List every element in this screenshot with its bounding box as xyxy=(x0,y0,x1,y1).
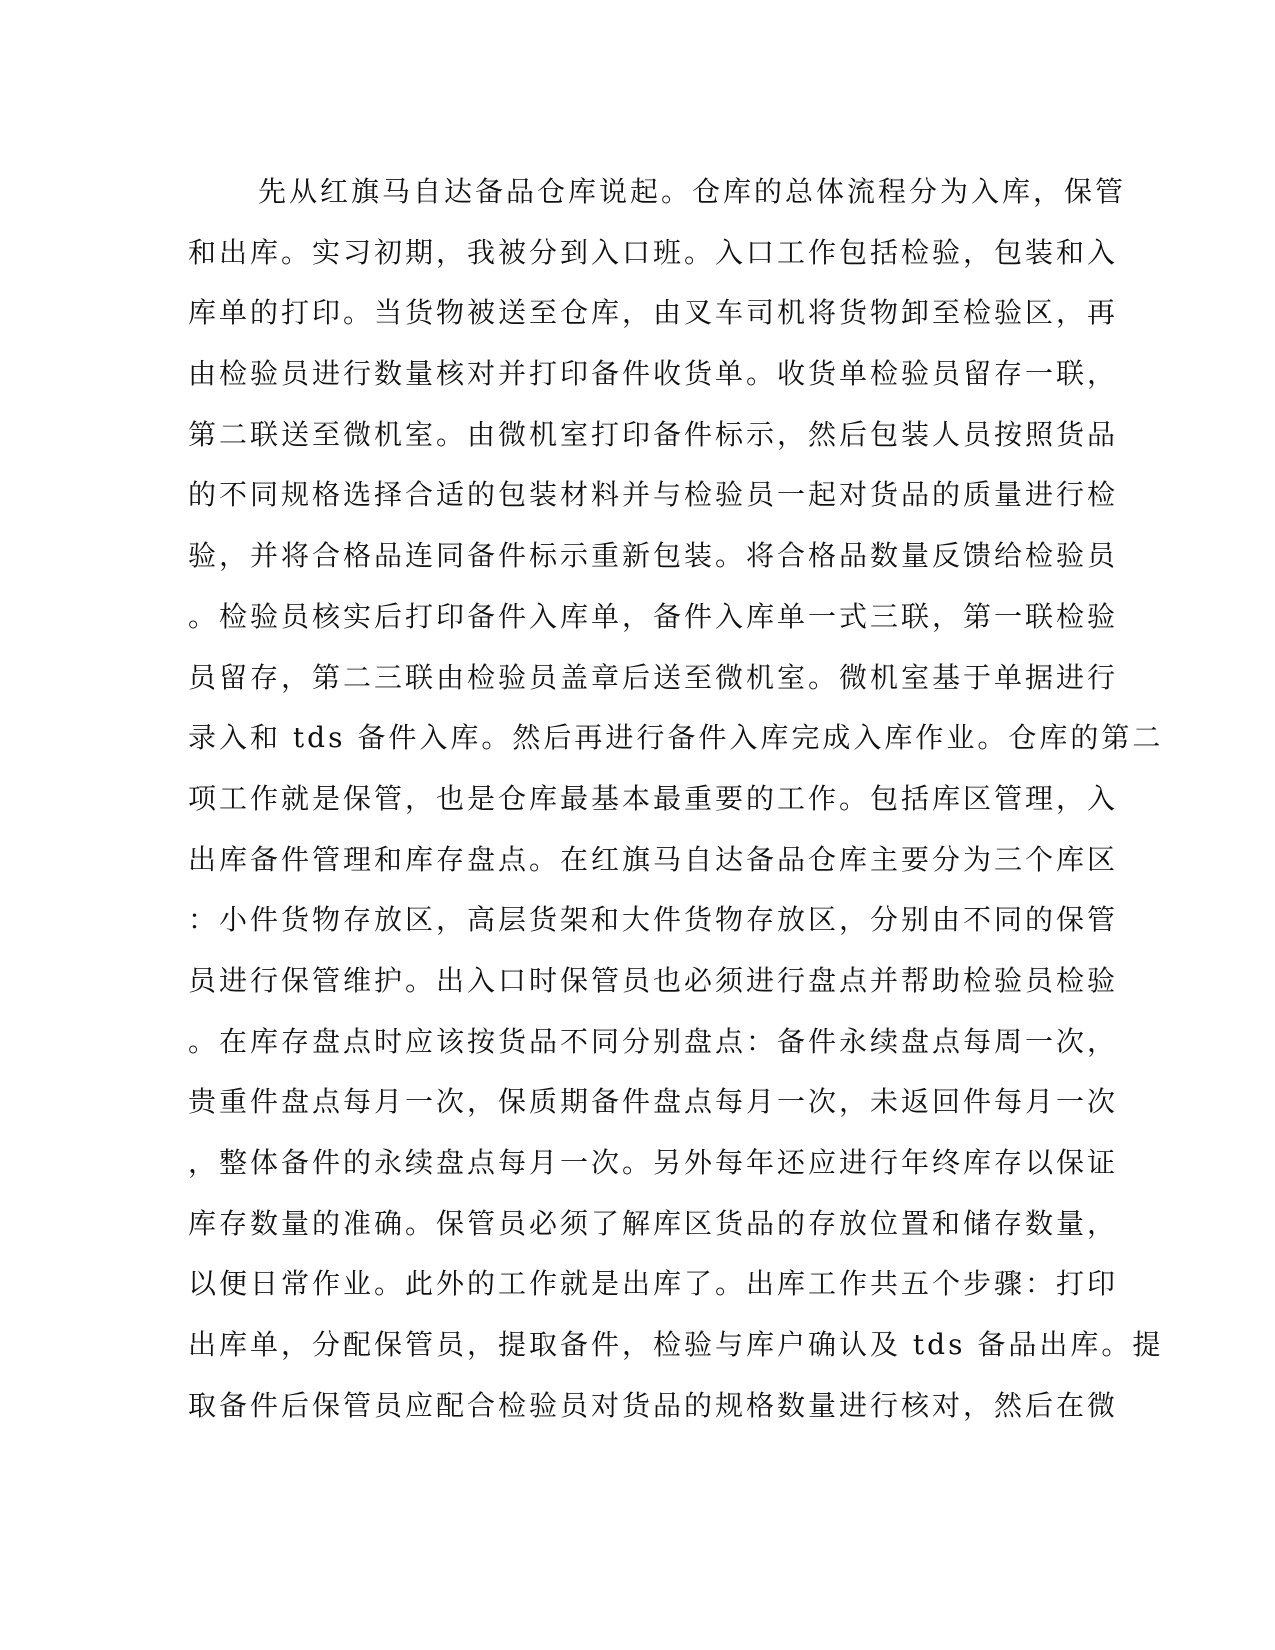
paragraph-line: 出库单，分配保管员，提取备件，检验与库户确认及 tds 备品出库。提 xyxy=(188,1328,1164,1362)
paragraph-line: 员留存，第二三联由检验员盖章后送至微机室。微机室基于单据进行 xyxy=(188,660,1119,694)
paragraph-line: 项工作就是保管，也是仓库最基本最重要的工作。包括库区管理，入 xyxy=(188,781,1119,815)
paragraph-line: ，整体备件的永续盘点每月一次。另外每年还应进行年终库存以保证 xyxy=(188,1146,1119,1179)
paragraph-line: 验，并将合格品连同备件标示重新包装。将合格品数量反馈给检验员 xyxy=(188,539,1119,573)
paragraph-line: 库存数量的准确。保管员必须了解库区货品的存放位置和储存数量， xyxy=(188,1206,1119,1240)
paragraph-line: 贵重件盘点每月一次，保质期备件盘点每月一次，未返回件每月一次 xyxy=(188,1085,1119,1119)
paragraph-line: 。在库存盘点时应该按货品不同分别盘点：备件永续盘点每周一次， xyxy=(188,1024,1119,1058)
paragraph-line: 。检验员核实后打印备件入库单，备件入库单一式三联，第一联检验 xyxy=(188,599,1119,633)
body-paragraph xyxy=(188,162,1164,1436)
paragraph-line: 录入和 tds 备件入库。然后再进行备件入库完成入库作业。仓库的第二 xyxy=(188,721,1164,755)
paragraph-line: ：小件货物存放区，高层货架和大件货物存放区，分别由不同的保管 xyxy=(188,903,1119,937)
paragraph-line: 第二联送至微机室。由微机室打印备件标示，然后包装人员按照货品 xyxy=(188,417,1119,451)
paragraph-line: 先从红旗马自达备品仓库说起。仓库的总体流程分为入库，保管 xyxy=(258,175,1127,208)
paragraph-line: 和出库。实习初期，我被分到入口班。入口工作包括检验，包装和入 xyxy=(188,235,1119,269)
paragraph-line: 由检验员进行数量核对并打印备件收货单。收货单检验员留存一联， xyxy=(188,357,1119,391)
paragraph-line: 以便日常作业。此外的工作就是出库了。出库工作共五个步骤：打印 xyxy=(188,1267,1119,1301)
paragraph-line: 取备件后保管员应配合检验员对货品的规格数量进行核对，然后在微 xyxy=(188,1388,1119,1422)
paragraph-line: 出库备件管理和库存盘点。在红旗马自达备品仓库主要分为三个库区 xyxy=(188,842,1119,876)
paragraph-line: 库单的打印。当货物被送至仓库，由叉车司机将货物卸至检验区，再 xyxy=(188,296,1119,330)
paragraph-line: 员进行保管维护。出入口时保管员也必须进行盘点并帮助检验员检验 xyxy=(188,963,1119,997)
paragraph-line: 的不同规格选择合适的包装材料并与检验员一起对货品的质量进行检 xyxy=(188,478,1119,512)
